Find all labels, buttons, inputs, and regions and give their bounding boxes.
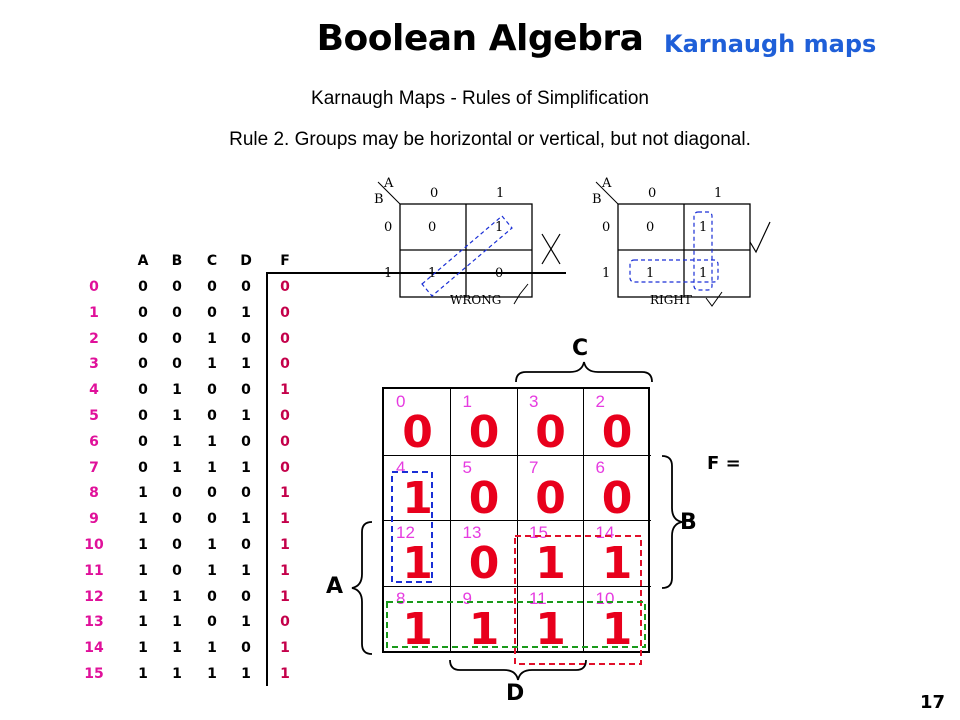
kmap-cell-value: 1 xyxy=(535,603,566,655)
truth-table-output-cell: 0 xyxy=(280,459,290,476)
truth-table-cell: 1 xyxy=(241,511,251,528)
truth-table-output-cell: 0 xyxy=(280,330,290,347)
truth-table-cell: 1 xyxy=(241,562,251,579)
right-map-col0: 0 xyxy=(648,186,657,201)
kmap-cell-value: 1 xyxy=(535,538,566,589)
truth-table-output-cell: 1 xyxy=(280,485,290,502)
truth-table-cell: 0 xyxy=(241,279,251,295)
truth-table-row-index: 5 xyxy=(89,408,99,424)
truth-table-output-cell: 1 xyxy=(280,562,290,579)
truth-table-output-cell: 1 xyxy=(280,666,290,682)
truth-table-cell: 0 xyxy=(241,485,251,502)
truth-table-output-cell: 0 xyxy=(280,408,290,424)
truth-table-cell: 0 xyxy=(138,382,148,399)
truth-table-cell: 1 xyxy=(172,459,182,476)
truth-table-cell: 1 xyxy=(207,640,217,657)
kmap-cell-value: 0 xyxy=(468,407,500,458)
kmap-cell-value: 0 xyxy=(601,472,633,524)
truth-table-cell: 1 xyxy=(172,408,182,424)
truth-table-output-cell: 1 xyxy=(280,640,290,657)
truth-table-cell: 0 xyxy=(207,614,217,631)
truth-table-cell: 0 xyxy=(172,562,182,579)
kmap-cell-index: 9 xyxy=(462,588,472,608)
truth-table-output-cell: 1 xyxy=(280,382,290,399)
truth-table-cell: 0 xyxy=(172,511,182,528)
wrong-map-cell: 0 xyxy=(495,266,504,281)
right-map-cell: 1 xyxy=(699,266,708,281)
right-map-row1: 1 xyxy=(602,266,611,281)
kmap-cell-index: 12 xyxy=(396,523,415,542)
truth-table-row-index: 14 xyxy=(84,640,104,657)
kmap-cell-index: 5 xyxy=(462,457,472,477)
truth-table-cell: 0 xyxy=(207,382,217,399)
wrong-map-label-a: A xyxy=(384,176,394,191)
truth-table-cell: 1 xyxy=(138,588,148,605)
truth-table-cell: 0 xyxy=(207,588,217,605)
truth-table-cell: 0 xyxy=(138,304,148,321)
truth-table-cell: 1 xyxy=(172,614,182,631)
truth-table-cell: 0 xyxy=(207,408,217,424)
truth-table-cell: 0 xyxy=(241,433,251,450)
truth-table-cell: 1 xyxy=(207,330,217,347)
kmap-cell-value: 0 xyxy=(468,538,500,589)
truth-table-row-index: 11 xyxy=(84,562,104,579)
kmap-cell-value: 1 xyxy=(402,603,433,655)
truth-table-cell: 1 xyxy=(138,511,148,528)
kmap-cell-index: 4 xyxy=(396,457,406,477)
truth-table-output-cell: 1 xyxy=(280,588,290,605)
right-caption: RIGHT xyxy=(650,293,692,307)
right-map-cell: 0 xyxy=(646,220,655,235)
right-map-cell: 1 xyxy=(646,266,655,281)
truth-table-cell: 1 xyxy=(172,433,182,450)
right-map-label-b: B xyxy=(592,192,602,207)
kmap-cell-index: 11 xyxy=(529,588,547,608)
kmap-label-d: D xyxy=(506,681,525,706)
a-brace xyxy=(352,522,372,654)
kmap-cell-value: 1 xyxy=(601,538,633,589)
kmap-cell-index: 15 xyxy=(529,523,548,542)
truth-table-cell: 1 xyxy=(207,537,217,553)
f-equals-label: F = xyxy=(707,453,741,474)
truth-table-cell: 0 xyxy=(241,640,251,657)
wrong-map-col1: 1 xyxy=(496,186,505,201)
truth-table-header: C xyxy=(206,253,218,269)
truth-table-cell: 0 xyxy=(207,485,217,502)
kmap-cell-index: 7 xyxy=(529,457,539,477)
truth-table-cell: 1 xyxy=(241,408,251,424)
kmap-cell-index: 6 xyxy=(595,457,605,477)
d-brace xyxy=(450,660,586,680)
truth-table-cell: 0 xyxy=(241,330,251,347)
truth-table-cell: 1 xyxy=(172,640,182,657)
truth-table-output-cell: 0 xyxy=(280,279,290,295)
wrong-caption: WRONG xyxy=(450,293,502,307)
truth-table-row-index: 4 xyxy=(89,382,99,399)
truth-table-cell: 0 xyxy=(138,433,148,450)
truth-table-cell: 1 xyxy=(172,666,182,682)
blue-group-outline xyxy=(392,472,432,582)
truth-table-cell: 0 xyxy=(138,356,148,373)
truth-table-cell: 1 xyxy=(207,356,217,373)
kmap-cell-index: 3 xyxy=(529,392,539,411)
truth-table-row-index: 2 xyxy=(89,330,99,347)
truth-table-output-cell: 1 xyxy=(280,511,290,528)
wrong-map-row0: 0 xyxy=(384,220,393,235)
truth-table-row-index: 10 xyxy=(84,537,104,553)
truth-table-cell: 0 xyxy=(138,279,148,295)
kmap-cell-index: 2 xyxy=(595,392,605,411)
truth-table-cell: 1 xyxy=(138,666,148,682)
truth-table-row-index: 13 xyxy=(84,614,104,631)
kmap-cell-value: 1 xyxy=(468,603,500,655)
truth-table-row-index: 8 xyxy=(89,485,99,502)
truth-table-cell: 1 xyxy=(241,304,251,321)
truth-table-cell: 1 xyxy=(207,459,217,476)
truth-table-header: A xyxy=(137,253,149,269)
truth-table-cell: 1 xyxy=(138,485,148,502)
slide-topic: Karnaugh maps xyxy=(664,30,877,58)
truth-table-cell: 0 xyxy=(172,356,182,373)
truth-table-cell: 0 xyxy=(207,279,217,295)
truth-table-row-index: 6 xyxy=(89,433,99,450)
wrong-map-row1: 1 xyxy=(384,266,393,281)
truth-table-row-index: 12 xyxy=(84,588,104,605)
truth-table-row-index: 1 xyxy=(89,304,99,321)
truth-table-cell: 1 xyxy=(138,537,148,553)
truth-table-cell: 0 xyxy=(172,485,182,502)
kmap-cell-index: 10 xyxy=(595,588,615,608)
truth-table-output-cell: 0 xyxy=(280,304,290,321)
truth-table-cell: 0 xyxy=(138,459,148,476)
truth-table-cell: 1 xyxy=(138,640,148,657)
red-group-outline xyxy=(515,536,641,664)
truth-table-cell: 1 xyxy=(207,666,217,682)
slide-subtitle: Karnaugh Maps - Rules of Simplification xyxy=(311,88,649,109)
truth-table-cell: 1 xyxy=(241,459,251,476)
truth-table-row-index: 7 xyxy=(89,459,99,476)
kmap-cell-value: 0 xyxy=(468,472,500,524)
kmap-cell-value: 0 xyxy=(535,472,566,524)
truth-table-cell: 1 xyxy=(138,614,148,631)
kmap-label-c: C xyxy=(572,336,589,361)
kmap-label-a: A xyxy=(326,574,344,599)
kmap-cell-value: 1 xyxy=(402,538,433,589)
c-brace xyxy=(516,362,652,382)
truth-table-cell: 0 xyxy=(207,304,217,321)
b-brace xyxy=(662,456,682,588)
kmap-cell-value: 1 xyxy=(402,472,433,524)
kmap-cell-value: 0 xyxy=(402,407,433,458)
right-map-col1: 1 xyxy=(714,186,723,201)
right-map-label-a: A xyxy=(602,176,612,191)
kmap-cell-index: 13 xyxy=(462,523,482,542)
truth-table-output-cell: 0 xyxy=(280,614,290,631)
truth-table-cell: 1 xyxy=(241,614,251,631)
kmap-cell-value: 1 xyxy=(601,603,633,655)
kmap-cell-value: 0 xyxy=(601,407,633,458)
truth-table-cell: 0 xyxy=(172,279,182,295)
truth-table-cell: 0 xyxy=(172,537,182,553)
truth-table-cell: 1 xyxy=(207,433,217,450)
truth-table-output-cell: 0 xyxy=(280,356,290,373)
right-map-cell: 1 xyxy=(699,220,708,235)
truth-table-header: B xyxy=(171,253,183,269)
truth-table-cell: 0 xyxy=(207,511,217,528)
wrong-map-label-b: B xyxy=(374,192,384,207)
truth-table-cell: 1 xyxy=(207,562,217,579)
truth-table-row-index: 9 xyxy=(89,511,99,528)
truth-table-header: D xyxy=(240,253,252,269)
truth-table-cell: 0 xyxy=(241,382,251,399)
truth-table-cell: 0 xyxy=(241,588,251,605)
truth-table-cell: 1 xyxy=(241,666,251,682)
truth-table-row-index: 15 xyxy=(84,666,104,682)
truth-table-cell: 1 xyxy=(172,382,182,399)
truth-table-cell: 0 xyxy=(138,408,148,424)
truth-table-cell: 0 xyxy=(138,330,148,347)
right-map-row0: 0 xyxy=(602,220,611,235)
truth-table-output-cell: 0 xyxy=(280,433,290,450)
wrong-map-cell: 1 xyxy=(495,220,504,235)
truth-table-cell: 1 xyxy=(241,356,251,373)
kmap-cell-value: 0 xyxy=(535,407,566,458)
truth-table-row-index: 0 xyxy=(89,279,99,295)
truth-table-header: F xyxy=(280,253,290,269)
truth-table-cell: 0 xyxy=(172,330,182,347)
kmap-label-b: B xyxy=(680,510,697,535)
kmap-cell-index: 8 xyxy=(396,588,406,608)
truth-table-cell: 0 xyxy=(241,537,251,553)
kmap-cell-index: 1 xyxy=(462,392,472,411)
wrong-map-cell: 0 xyxy=(428,220,437,235)
rule-text: Rule 2. Groups may be horizontal or vertical, but not diagonal. xyxy=(229,129,751,150)
wrong-map-cell: 1 xyxy=(428,266,437,281)
kmap-cell-index: 14 xyxy=(595,523,615,542)
truth-table-cell: 1 xyxy=(138,562,148,579)
truth-table-output-cell: 1 xyxy=(280,537,290,553)
page-number: 17 xyxy=(920,692,946,713)
slide-title: Boolean Algebra xyxy=(316,18,644,59)
truth-table-row-index: 3 xyxy=(89,356,99,373)
truth-table-cell: 1 xyxy=(172,588,182,605)
kmap-cell-index: 0 xyxy=(396,392,406,411)
truth-table-cell: 0 xyxy=(172,304,182,321)
wrong-map-col0: 0 xyxy=(430,186,439,201)
